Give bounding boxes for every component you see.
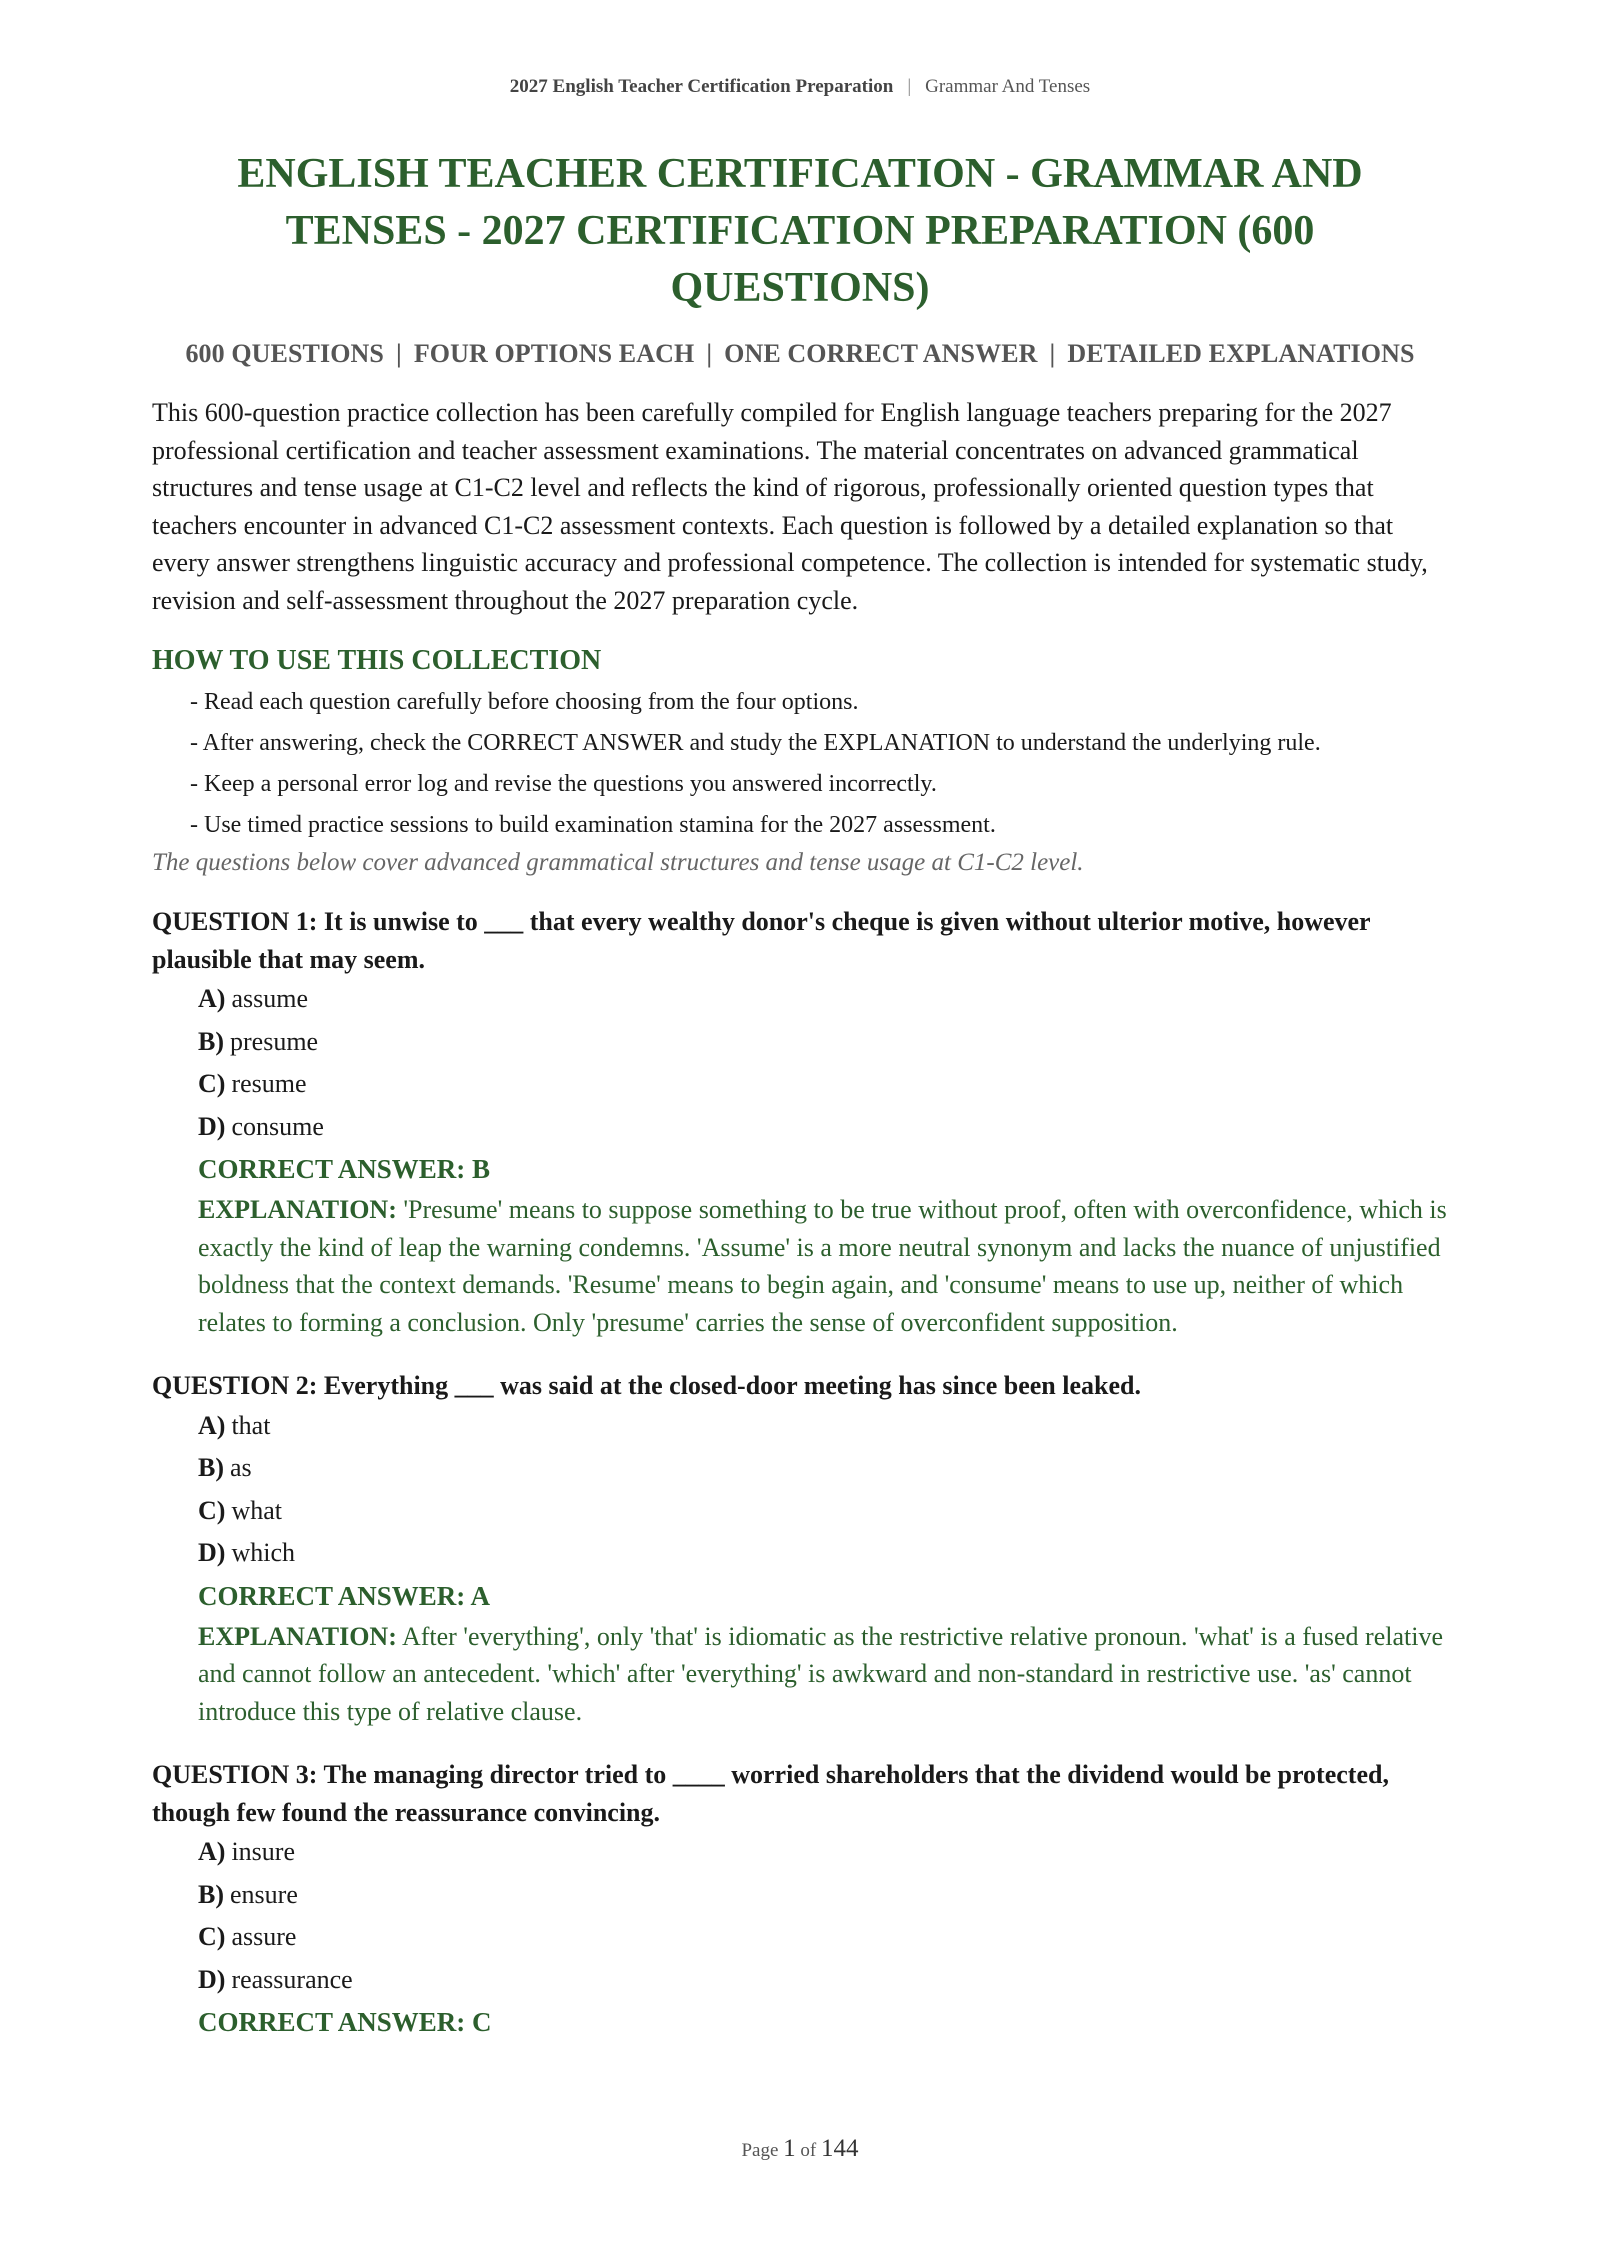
option-c: [198, 1490, 1448, 1533]
option-text: that: [231, 1410, 271, 1440]
options-list: [152, 1405, 1448, 1575]
subtitle-item: FOUR OPTIONS EACH: [413, 339, 695, 368]
option-letter: D): [198, 1111, 226, 1141]
option-letter: D): [198, 1538, 226, 1567]
explanation-label: EXPLANATION:: [198, 1621, 397, 1651]
question-block: [152, 903, 1448, 1341]
explanation-text: After 'everything', only 'that' is idiomatic as the restrictive relative pronoun. 'what' is a fused relative and cannot follow an antecedent. 'which' after 'everything' is awkward and non-standard in restrictive use. 'as' cannot introduce this type of relative clause.: [198, 1621, 1444, 1726]
explanation-text: 'Presume' means to suppose something to be true without proof, often with overconfidence, which is exactly the kind of leap the warning condemns. 'Assume' is a more neutral synonym and lacks the nuance of unjustified boldness that the context demands. 'Resume' means to begin again, and 'consume' means to use up, neither of which relates to forming a conclusion. Only 'presume' carries the sense of overconfident supposition.: [198, 1195, 1447, 1337]
option-a: [198, 1405, 1448, 1448]
running-header: [152, 0, 1448, 106]
option-text: resume: [231, 1069, 307, 1098]
option-text: insure: [231, 1837, 295, 1866]
option-text: what: [231, 1495, 282, 1525]
option-b: [198, 1021, 1448, 1064]
explanation: [198, 1191, 1448, 1341]
subtitle-separator: |: [706, 339, 713, 368]
option-letter: B): [198, 1879, 224, 1909]
option-letter: C): [198, 1922, 226, 1951]
option-letter: B): [198, 1026, 224, 1056]
correct-answer: CORRECT ANSWER: B: [198, 1154, 491, 1184]
option-letter: B): [198, 1453, 224, 1482]
how-to-item: - After answering, check the CORRECT ANSWER and study the EXPLANATION to understand the underlying rule.: [190, 730, 1321, 756]
options-list: [152, 978, 1448, 1148]
option-d: [198, 1106, 1448, 1149]
option-a: [198, 1831, 1448, 1874]
option-text: ensure: [230, 1879, 298, 1909]
question-stem: QUESTION 3: The managing director tried to ____ worried shareholders that the dividend would be protected, though few found the reassurance convincing.: [152, 1760, 1389, 1827]
answer-block: [152, 1575, 1448, 1731]
question-stem: QUESTION 1: It is unwise to ___ that every wealthy donor's cheque is given without ulterior motive, however plausible that may seem.: [152, 907, 1371, 974]
option-text: assure: [231, 1922, 297, 1951]
subtitle-item: ONE CORRECT ANSWER: [724, 339, 1038, 368]
explanation: [198, 1618, 1448, 1731]
question-block: [152, 1367, 1448, 1730]
option-letter: D): [198, 1964, 226, 1994]
option-letter: C): [198, 1495, 226, 1525]
how-to-item: - Read each question carefully before choosing from the four options.: [190, 689, 859, 715]
option-d: [198, 1959, 1448, 2002]
page-footer: [0, 2135, 1600, 2163]
how-to-item: - Use timed practice sessions to build examination stamina for the 2027 assessment.: [190, 812, 996, 838]
option-letter: A): [198, 984, 226, 1013]
options-list: [152, 1831, 1448, 2001]
option-c: [198, 1916, 1448, 1959]
scope-note: The questions below cover advanced grammatical structures and tense usage at C1-C2 level.: [152, 849, 1084, 876]
document-title: ENGLISH TEACHER CERTIFICATION - GRAMMAR AND TENSES - 2027 CERTIFICATION PREPARATION (600 QUESTIONS): [237, 151, 1363, 311]
explanation-label: EXPLANATION:: [198, 1195, 397, 1224]
option-d: [198, 1532, 1448, 1575]
total-pages: 144: [821, 2135, 859, 2162]
how-to-list: [152, 685, 1448, 843]
option-letter: A): [198, 1837, 226, 1866]
correct-answer: CORRECT ANSWER: C: [198, 2007, 492, 2037]
question-stem: QUESTION 2: Everything ___ was said at the closed-door meeting has since been leaked.: [152, 1371, 1141, 1400]
correct-answer: CORRECT ANSWER: A: [198, 1580, 491, 1611]
option-text: consume: [231, 1111, 324, 1141]
option-text: as: [230, 1453, 252, 1482]
subtitle-item: DETAILED EXPLANATIONS: [1067, 339, 1415, 368]
option-text: reassurance: [231, 1964, 353, 1994]
subtitle-item: 600 QUESTIONS: [185, 339, 384, 368]
header-separator: |: [907, 76, 912, 97]
page-number: 1: [783, 2135, 796, 2162]
option-c: [198, 1063, 1448, 1106]
option-letter: A): [198, 1410, 226, 1440]
answer-block: [152, 1148, 1448, 1341]
option-letter: C): [198, 1069, 226, 1098]
option-text: assume: [231, 984, 308, 1013]
answer-block: [152, 2001, 1448, 2043]
intro-paragraph: This 600-question practice collection has been carefully compiled for English language teachers preparing for the 2027 professional certification and teacher assessment examinations. The material concentrates on advanced grammatical structures and tense usage at C1-C2 level and reflects the kind of rigorous, professionally oriented question types that teachers encounter in advanced C1-C2 assessment contexts. Each question is followed by a detailed explanation so that every answer strengthens linguistic accuracy and professional competence. The collection is intended for systematic study, revision and self-assessment throughout the 2027 preparation cycle.: [152, 398, 1428, 615]
subtitle-line: [152, 339, 1448, 369]
subtitle-separator: |: [395, 339, 402, 368]
option-text: presume: [230, 1026, 319, 1056]
page-word: Page: [741, 2140, 779, 2161]
option-a: [198, 978, 1448, 1021]
how-to-heading: HOW TO USE THIS COLLECTION: [152, 645, 602, 676]
subtitle-separator: |: [1049, 339, 1056, 368]
question-block: [152, 1756, 1448, 2043]
header-right: Grammar And Tenses: [925, 76, 1091, 97]
option-b: [198, 1874, 1448, 1917]
option-text: which: [231, 1538, 295, 1567]
how-to-item: - Keep a personal error log and revise the questions you answered incorrectly.: [190, 771, 937, 797]
option-b: [198, 1447, 1448, 1490]
of-word: of: [800, 2140, 817, 2161]
header-left: 2027 English Teacher Certification Preparation: [509, 76, 894, 97]
